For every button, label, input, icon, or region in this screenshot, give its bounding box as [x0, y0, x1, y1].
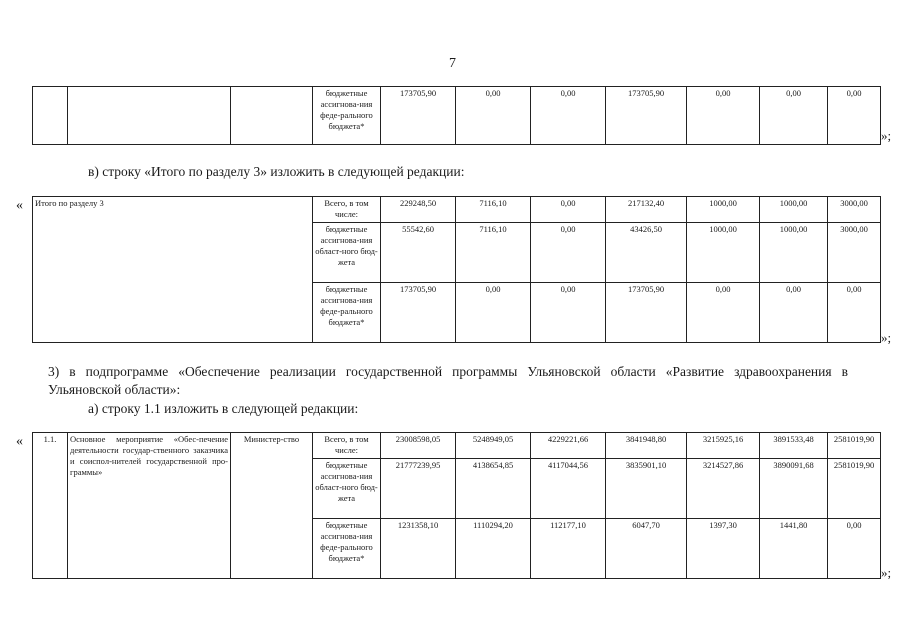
row-name-cell: Основное мероприятие «Обес-печение деятельности государ-ственного заказчика и соиспол-нителей государственной про-граммы» — [68, 433, 231, 579]
value-cell: 55542,60 — [381, 223, 456, 283]
value-cell: 21777239,95 — [381, 459, 456, 519]
paragraph-b: в) строку «Итого по разделу 3» изложить в следующей редакции: — [88, 164, 465, 179]
closing-quote: »; — [881, 565, 892, 580]
value-cell: 173705,90 — [606, 87, 687, 145]
table-row — [33, 197, 881, 223]
funding-source-cell: Всего, в том числе: — [313, 433, 381, 459]
cell-empty — [33, 87, 68, 145]
funding-source-cell: бюджетные ассигнова-ния област-ного бюд-жета — [313, 223, 381, 283]
value-cell: 1000,00 — [687, 197, 760, 223]
value-cell: 4229221,66 — [531, 433, 606, 459]
value-cell: 229248,50 — [381, 197, 456, 223]
value-cell: 1000,00 — [760, 197, 828, 223]
table-row-1-1 — [32, 432, 881, 579]
value-cell: 43426,50 — [606, 223, 687, 283]
value-cell: 7116,10 — [456, 223, 531, 283]
value-cell: 0,00 — [531, 283, 606, 343]
value-cell: 1000,00 — [687, 223, 760, 283]
funding-source-cell: бюджетные ассигнова-ния феде-рального бюджета* — [313, 519, 381, 579]
table-continuation — [32, 86, 881, 145]
value-cell: 0,00 — [531, 223, 606, 283]
closing-quote: »; — [881, 128, 892, 143]
value-cell: 0,00 — [760, 87, 828, 145]
value-cell: 2581019,90 — [828, 459, 881, 519]
value-cell: 3214527,86 — [687, 459, 760, 519]
value-cell: 0,00 — [531, 197, 606, 223]
value-cell: 5248949,05 — [456, 433, 531, 459]
funding-source-cell: бюджетные ассигнова-ния феде-рального бюджета* — [313, 87, 381, 145]
value-cell: 23008598,05 — [381, 433, 456, 459]
value-cell: 0,00 — [687, 283, 760, 343]
value-cell: 1397,30 — [687, 519, 760, 579]
value-cell: 0,00 — [456, 87, 531, 145]
paragraph-3: 3) в подпрограмме «Обеспечение реализации государственной программы Ульяновской области «Развитие здравоохранения в Ульяновской области»: — [48, 364, 848, 397]
executor-cell: Министер-ство — [231, 433, 313, 579]
value-cell: 112177,10 — [531, 519, 606, 579]
funding-source-cell: бюджетные ассигнова-ния област-ного бюд-жета — [313, 459, 381, 519]
page-number: 7 — [449, 56, 456, 71]
value-cell: 1000,00 — [760, 223, 828, 283]
row-name-cell: Итого по разделу 3 — [33, 197, 313, 343]
opening-quote: « — [16, 434, 23, 449]
value-cell: 173705,90 — [606, 283, 687, 343]
value-cell: 1231358,10 — [381, 519, 456, 579]
value-cell: 7116,10 — [456, 197, 531, 223]
funding-source-cell: Всего, в том числе: — [313, 197, 381, 223]
value-cell: 0,00 — [456, 283, 531, 343]
value-cell: 3000,00 — [828, 197, 881, 223]
paragraph-a: а) строку 1.1 изложить в следующей редакции: — [88, 401, 359, 416]
value-cell: 4117044,56 — [531, 459, 606, 519]
funding-source-cell: бюджетные ассигнова-ния феде-рального бюджета* — [313, 283, 381, 343]
value-cell: 1110294,20 — [456, 519, 531, 579]
value-cell: 3891533,48 — [760, 433, 828, 459]
value-cell: 0,00 — [828, 87, 881, 145]
value-cell: 1441,80 — [760, 519, 828, 579]
value-cell: 0,00 — [687, 87, 760, 145]
table-row — [33, 87, 881, 145]
value-cell: 3841948,80 — [606, 433, 687, 459]
value-cell: 173705,90 — [381, 87, 456, 145]
value-cell: 3835901,10 — [606, 459, 687, 519]
cell-empty — [231, 87, 313, 145]
table-row — [33, 433, 881, 459]
value-cell: 4138654,85 — [456, 459, 531, 519]
opening-quote: « — [16, 198, 23, 213]
value-cell: 217132,40 — [606, 197, 687, 223]
value-cell: 0,00 — [531, 87, 606, 145]
closing-quote: »; — [881, 330, 892, 345]
cell-empty — [68, 87, 231, 145]
value-cell: 173705,90 — [381, 283, 456, 343]
value-cell: 6047,70 — [606, 519, 687, 579]
value-cell: 0,00 — [828, 519, 881, 579]
value-cell: 3000,00 — [828, 223, 881, 283]
value-cell: 3890091,68 — [760, 459, 828, 519]
row-number-cell: 1.1. — [33, 433, 68, 579]
table-section3-total — [32, 196, 881, 343]
value-cell: 0,00 — [828, 283, 881, 343]
value-cell: 3215925,16 — [687, 433, 760, 459]
value-cell: 0,00 — [760, 283, 828, 343]
value-cell: 2581019,90 — [828, 433, 881, 459]
